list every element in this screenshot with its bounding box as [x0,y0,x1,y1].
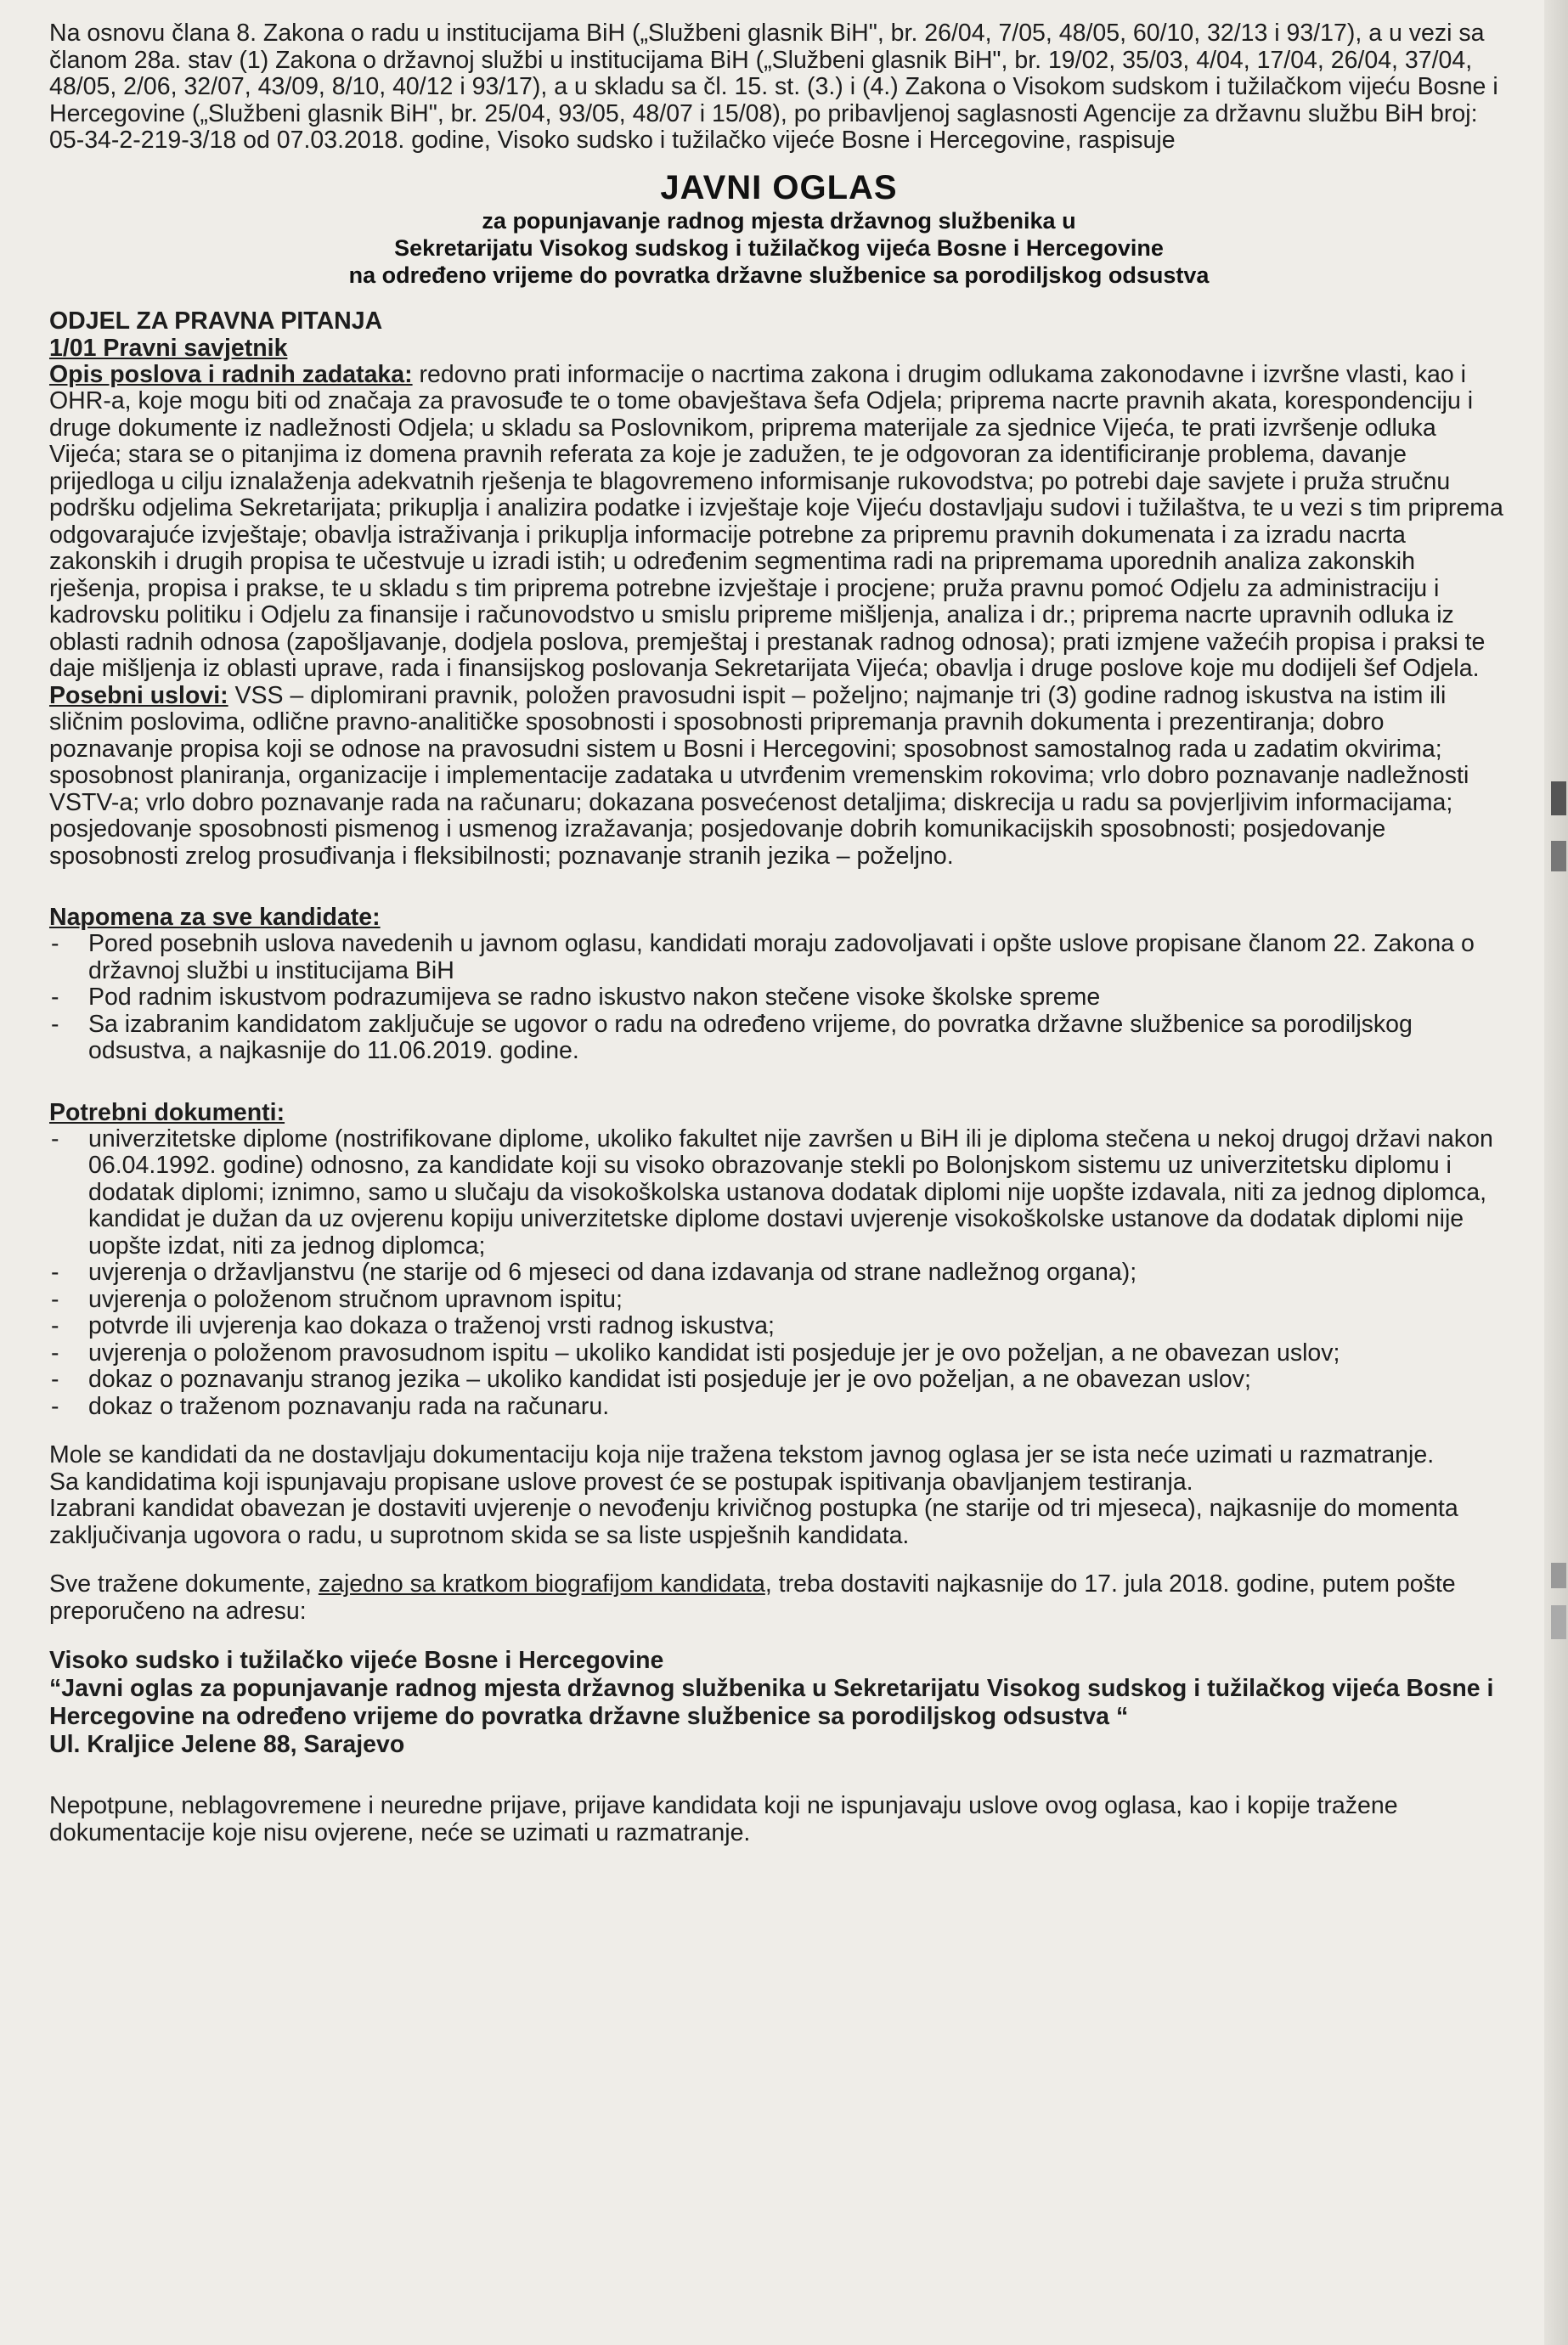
closing-paragraph: Nepotpune, neblagovremene i neuredne prijave, prijave kandidata koji ne ispunjavaju uslove ovog oglasa, kao i kopije tražene dokumentacije koje nisu ovjerene, neće se uzimati u razmatranje. [49,1792,1398,1846]
scan-mark [1551,1605,1566,1639]
job-description-label: Opis poslova i radnih zadataka: [49,360,413,388]
list-dash: - [51,1392,59,1420]
note-list [49,931,1509,1065]
announcement-title-block [49,168,1509,289]
note-section [49,904,1509,1065]
list-item: - dokaz o poznavanju stranog jezika – ukoliko kandidat isti posjeduje jer je ovo poželjan, a ne obavezan uslov; [51,1366,1251,1393]
list-dash: - [51,1010,59,1038]
position-section [49,307,1509,871]
subtitle-line: na određeno vrijeme do povratka državne službenice sa porodiljskog odsustva [348,262,1210,288]
special-conditions [49,683,1509,871]
list-item: - Pored posebnih uslova navedenih u javnom oglasu, kandidati moraju zadovoljavati i opšte uslove propisane članom 22. Zakona o državnoj službi u institucijama BiH [51,930,1475,984]
list-item: - uvjerenja o položenom stručnom upravnom ispitu; [51,1285,623,1313]
job-description [49,362,1509,683]
list-dash: - [51,984,59,1011]
position-heading: 1/01 Pravni savjetnik [49,334,288,362]
submission-paragraph: Sve tražene dokumente, zajedno sa kratkom biografijom kandidata, treba dostaviti najkasnije do 17. jula 2018. godine, putem pošte preporučeno na adresu: [49,1570,1456,1625]
list-dash: - [51,1285,59,1313]
paragraph-certificate: Izabrani kandidat obavezan je dostaviti uvjerenje o nevođenju krivičnog postupka (ne starije od tri mjeseca), najkasnije do momenta zaključivanja ugovora o radu, u suprotnom skida se sa liste uspješnih kandidata. [49,1495,1458,1549]
address-line: Visoko sudsko i tužilačko vijeće Bosne i Hercegovine [49,1647,664,1674]
subtitle-line: Sekretarijatu Visokog sudskog i tužilačkog vijeća Bosne i Hercegovine [394,234,1164,261]
department-heading: ODJEL ZA PRAVNA PITANJA [49,307,383,335]
scan-mark [1551,1563,1566,1588]
address-block [49,1647,1509,1759]
submission-section [49,1571,1509,1625]
address-line: Ul. Kraljice Jelene 88, Sarajevo [49,1731,405,1758]
list-item: - uvjerenja o položenom pravosudnom ispitu – ukoliko kandidat isti posjeduje jer je ovo poželjan, a ne obavezan uslov; [51,1339,1340,1367]
biography-note: zajedno sa kratkom biografijom kandidata [318,1570,765,1598]
announcement-title: JAVNI OGLAS [660,168,898,206]
documents-list [49,1126,1509,1421]
list-dash: - [51,1125,59,1153]
list-dash: - [51,1259,59,1286]
list-item: - dokaz o traženom poznavanju rada na računaru. [51,1392,610,1420]
list-dash: - [51,1312,59,1339]
list-item: - potvrde ili uvjerenja kao dokaza o traženoj vrsti radnog iskustva; [51,1312,775,1339]
documents-section [49,1099,1509,1421]
list-item: - uvjerenja o državljanstvu (ne starije od 6 mjeseci od dana izdavanja od strane nadležnog organa); [51,1259,1137,1286]
scan-mark [1551,781,1566,815]
list-item: - Sa izabranim kandidatom zaključuje se ugovor o radu na određeno vrijeme, do povratka državne službenice sa porodiljskog odsustva, a najkasnije do 11.06.2019. godine. [51,1010,1413,1064]
scan-mark [1551,841,1566,871]
subtitle-line: za popunjavanje radnog mjesta državnog službenika u [482,207,1076,234]
page-edge-scan-artifact [1544,0,1568,2345]
documents-heading: Potrebni dokumenti: [49,1098,285,1126]
note-heading: Napomena za sve kandidate: [49,904,381,931]
paragraph-testing: Sa kandidatima koji ispunjavaju propisane uslove provest će se postupak ispitivanja obavljanjem testiranja. [49,1468,1193,1496]
intro-paragraph: Na osnovu člana 8. Zakona o radu u institucijama BiH („Službeni glasnik BiH", br. 26/04, 7/05, 48/05, 60/10, 32/13 i 93/17), a u vezi sa članom 28a. stav (1) Zakona o državnoj službi u institucijama BiH („Službeni glasnik BiH", br. 19/02, 35/03, 4/04, 17/04, 26/04, 37/04, 48/05, 2/06, 32/07, 43/09, 8/10, 40/12 i 93/17), a u skladu sa čl. 15. st. (3.) i (4.) Zakona o Visokom sudskom i tužilačkom vijeću Bosne i Hercegovine („Službeni glasnik BiH", br. 25/04, 93/05, 48/07 i 15/08), po pribavljenoj saglasnosti Agencije za državnu službu BiH broj: 05-34-2-219-3/18 od 07.03.2018. godine, Visoko sudsko i tužilačko vijeće Bosne i Hercegovine, raspisuje [49,20,1498,154]
list-dash: - [51,1366,59,1393]
instructions-section [49,1442,1509,1549]
address-line: “Javni oglas za popunjavanje radnog mjesta državnog službenika u Sekretarijatu Visokog sudskog i tužilačkog vijeća Bosne i Hercegovine na određeno vrijeme do povratka državne službenice sa porodiljskog odsustva “ [49,1675,1494,1730]
paragraph-no-extra-docs: Mole se kandidati da ne dostavljaju dokumentaciju koja nije tražena tekstom javnog oglasa jer se ista neće uzimati u razmatranje. [49,1441,1435,1468]
list-dash: - [51,930,59,957]
job-description-text: redovno prati informacije o nacrtima zakona i drugim odlukama zakonodavne i izvršne vlasti, kao i OHR-a, koje mogu biti od značaja za pravosuđe te o tome obavještava šefa Odjela; priprema nacrte pravnih akata, korespondenciju i druge dokumente iz nadležnosti Odjela; u skladu sa Poslovnikom, priprema materijale za sjednice Vijeća, te prati izvršenje odluka Vijeća; stara se o pitanjima iz domena pravnih referata za koje je zadužen, te je odgovoran za identificiranje problema, davanje prijedloga u cilju iznalaženja adekvatnih rješenja te blagovremeno informisanje rukovodstva; po potrebi daje savjete i pruža stručnu podršku odjelima Sekretarijata; prikuplja i analizira podatke i izvještaje koje Vijeću dostavljaju sudovi i tužilaštva, te u vezi s tim priprema odgovarajuće izvještaje; obavlja istraživanja i prikuplja informacije potrebne za pripremu pravnih dokumenata i za izradu nacrta zakonskih i drugih propisa te učestvuje u izradi istih; u određenim segmentima radi na pripremama uporednih analiza zakonskih rješenja, propisa i prakse, te u skladu s tim priprema potrebne izvještaje i procjene; pruža pravnu pomoć Odjelu za administraciju i kadrovsku politiku i Odjelu za finansije i računovodstvo u smislu pripreme mišljenja, analiza i dr.; priprema nacrte upravnih odluka iz oblasti radnih odnosa (zapošljavanje, dodjela poslova, premještaj i prestanak radnog odnosa); prati izmjene važećih propisa i praksi te daje mišljenja iz oblasti uprave, rada i finansijskog poslovanja Sekretarijata Vijeća; obavlja i druge poslove koje mu dodijeli šef Odjela. [49,360,1503,682]
closing-section [49,1793,1509,1846]
list-item: - Pod radnim iskustvom podrazumijeva se radno iskustvo nakon stečene visoke školske spreme [51,984,1101,1011]
special-conditions-text: VSS – diplomirani pravnik, položen pravosudni ispit – poželjno; najmanje tri (3) godine radnog iskustva na istim ili sličnim poslovima, odlične pravno-analitičke sposobnosti i sposobnosti pripremanja pravnih dokumenta i prezentiranja; dobro poznavanje propisa koji se odnose na pravosudni sistem u Bosni i Hercegovini; sposobnost samostalnog rada u zadatim okvirima; sposobnost planiranja, organizacije i implementacije zadataka u utvrđenim vremenskim rokovima; vrlo dobro poznavanje nadležnosti VSTV-a; vrlo dobro poznavanje rada na računaru; dokazana posvećenost detaljima; diskrecija u radu sa povjerljivim informacijama; posjedovanje sposobnosti pismenog i usmenog izražavanja; posjedovanje dobrih komunikacijskih sposobnosti; posjedovanje sposobnosti zrelog prosuđivanja i fleksibilnosti; poznavanje stranih jezika – poželjno. [49,681,1469,870]
list-item: - univerzitetske diplome (nostrifikovane diplome, ukoliko fakultet nije završen u BiH ili je diploma stečena u nekoj drugoj državi nakon 06.04.1992. godine) odnosno, za kandidate koji su visoko obrazovanje stekli po Bolonjskom sistemu uz univerzitetsku diplomu i dodatak diplomi; iznimno, samo u slučaju da visokoškolska ustanova dodatak diplomi nije uopšte izdavala, niti za jednog diplomca, kandidat je dužan da uz ovjerenu kopiju univerzitetske diplome dostavi uvjerenje visokoškolske ustanove da dodatak diplomi nije uopšte izdat, niti za jednog diplomca; [51,1125,1493,1260]
special-conditions-label: Posebni uslovi: [49,681,228,709]
list-dash: - [51,1339,59,1367]
